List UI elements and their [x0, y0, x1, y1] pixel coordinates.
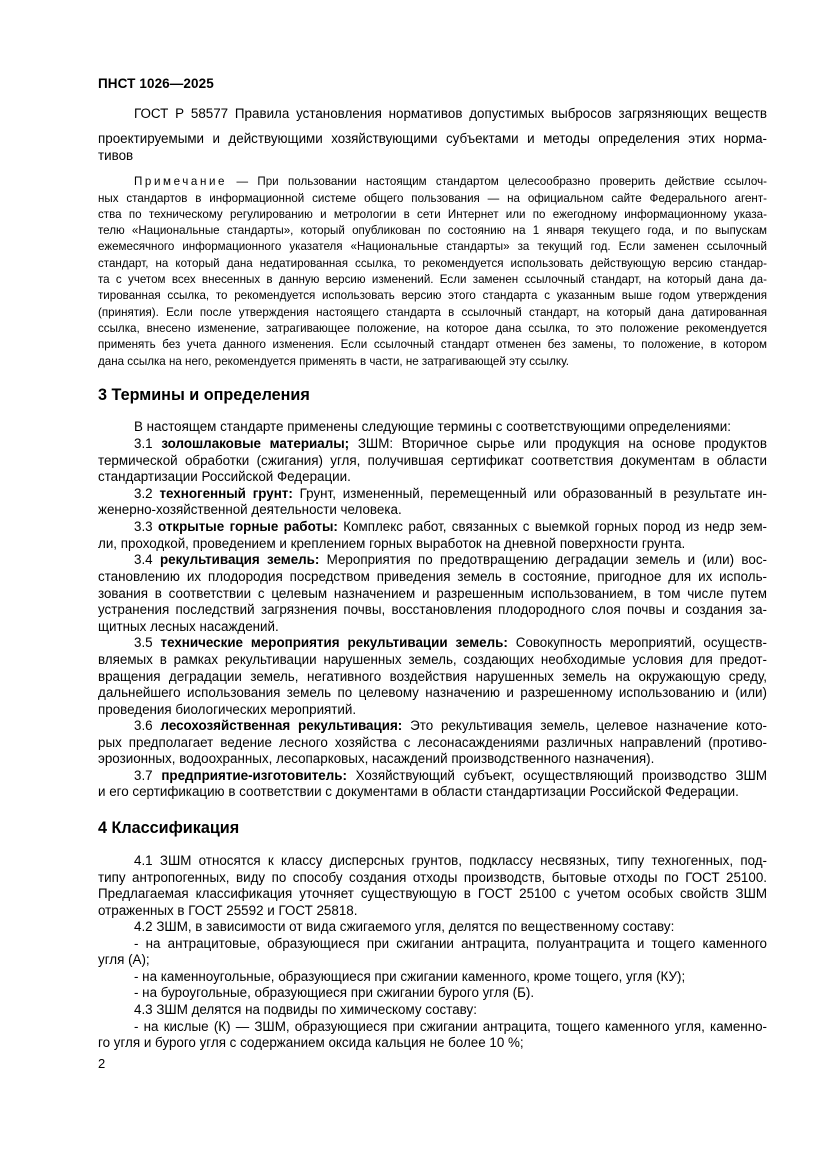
term-line: эрозионных, водоохранных, лесопарковых, насаждений производственного назначения).	[98, 751, 655, 766]
note-line: (принятия). Если после утверждения настоящего стандарта в ссылочный стандарт, на который дана датированная	[98, 306, 767, 319]
term-line: становлению их плодородия посредством приведения земель в состояние, пригодное для их исполь-	[98, 569, 767, 584]
note-line: ежемесячного информационного указателя «Национальные стандарты» за текущий год. Если заменен ссылочный	[98, 240, 767, 253]
paragraph-line: типу антропогенных, виду по способу создания отходы производств, бытовые отходы по ГОСТ 25100.	[98, 870, 767, 885]
note-line: та с учетом всех внесенных в данную версию изменений. Если заменен ссылочный стандарт, на который дана да-	[98, 273, 767, 286]
note-label: Примечание	[134, 175, 228, 188]
term-line: женерно-хозяйственной деятельности человека.	[98, 502, 402, 517]
page-number: 2	[98, 1056, 106, 1071]
term-line: рых предполагает ведение лесного хозяйства с лесонасаждениями различных направлений (противо-	[98, 735, 767, 750]
note-line: тированная ссылка, то рекомендуется использовать версию этого стандарта с указанным выше годом утверждения	[98, 289, 767, 302]
note-line: ства по техническому регулированию и метрологии в сети Интернет или по ежегодному информационному указа-	[98, 208, 767, 221]
list-item: го угля и бурого угля с содержанием оксида кальция не более 10 %;	[98, 1035, 524, 1050]
term-line: 3.6 лесохозяйственная рекультивация: Это рекультивация земель, целевое назначение кото-	[134, 718, 767, 733]
note-line: ссылка, внесено изменение, затрагивающее положение, на которое дана ссылка, то это положение рекомендуется	[98, 322, 767, 335]
note-line: телю «Национальные стандарты», который опубликован по состоянию на 1 января текущего года, и по выпускам	[98, 224, 767, 237]
term-line: ли, проходкой, проведением и креплением горных выработок на дневной поверхности грунта.	[98, 536, 686, 551]
reference-line: проектируемыми и действующими хозяйствующими субъектами и методы определения этих норма-	[98, 131, 767, 146]
paragraph-line: 4.1 ЗШМ относятся к классу дисперсных грунтов, подклассу несвязных, типу техногенных, под-	[134, 853, 767, 868]
term-line: 3.4 рекультивация земель: Мероприятия по предотвращению деградации земель и (или) вос-	[134, 552, 767, 567]
term-line: зования в соответствии с целевым назначением и разрешенным использованием, в том числе путем	[98, 586, 767, 601]
term-line: устранения последствий загрязнения почвы, восстановления плодородного слоя почвы и создания за-	[98, 602, 767, 617]
term-line: 3.7 предприятие-изготовитель: Хозяйствующий субъект, осуществляющий производство ЗШМ	[134, 768, 767, 783]
term-line: вляемых в рамках рекультивации нарушенных земель, создающих необходимые условия для предот-	[98, 652, 767, 667]
list-item: - на каменноугольные, образующиеся при сжигании каменного, кроме тощего, угля (КУ);	[134, 969, 686, 984]
term-line: дальнейшего использования земель по целевому назначению и разрешенному использованию и (или)	[98, 685, 767, 700]
term-name: техногенный грунт:	[159, 486, 293, 501]
term-line: вращения деградации земель, негативного воздействия нарушенных земель на окружающую среду,	[98, 669, 767, 684]
reference-line: ГОСТ Р 58577 Правила установления нормативов допустимых выбросов загрязняющих веществ	[134, 106, 767, 121]
note-line: дана ссылка на него, рекомендуется применять в части, не затрагивающей эту ссылку.	[98, 355, 569, 368]
list-item: - на буроугольные, образующиеся при сжигании бурого угля (Б).	[134, 985, 535, 1000]
note-line: стандарт, на который дана недатированная ссылка, то рекомендуется использовать действующую версию стандар-	[98, 257, 767, 270]
term-name: технические мероприятия рекультивации земель:	[160, 635, 508, 650]
list-item: угля (А);	[98, 952, 150, 967]
paragraph-line: Предлагаемая классификация уточняет существующую в ГОСТ 25100 с учетом особых свойств ЗШМ	[98, 886, 767, 901]
term-line: щитных лесных насаждений.	[98, 619, 279, 634]
term-name: открытые горные работы:	[158, 519, 338, 534]
term-line: и его сертификацию в соответствии с документами в области стандартизации Российской Федерации.	[98, 784, 739, 799]
paragraph-line: 4.2 ЗШМ, в зависимости от вида сжигаемого угля, делятся по вещественному составу:	[134, 919, 675, 934]
reference-line: тивов	[98, 148, 134, 163]
list-item: - на кислые (К) — ЗШМ, образующиеся при сжигании антрацита, тощего каменного угля, каменно-	[134, 1019, 767, 1034]
term-line: 3.1 золошлаковые материалы; ЗШМ: Вторичное сырье или продукция на основе продуктов	[134, 436, 767, 451]
term-line: проведения биологических мероприятий.	[98, 702, 357, 717]
term-name: лесохозяйственная рекультивация:	[160, 718, 403, 733]
note-line: применять без учета данного изменения. Если ссылочный стандарт отменен без замены, то положение, в котором	[98, 338, 767, 351]
document-header: ПНСТ 1026—2025	[98, 76, 214, 91]
list-item: - на антрацитовые, образующиеся при сжигании антрацита, полуантрацита и тощего каменного	[134, 936, 767, 951]
term-line: 3.3 открытые горные работы: Комплекс работ, связанных с выемкой горных пород из недр зем-	[134, 519, 768, 534]
term-name: золошлаковые материалы;	[161, 436, 350, 451]
term-name: предприятие-изготовитель:	[161, 768, 347, 783]
section-heading: 3 Термины и определения	[98, 386, 310, 404]
section-intro: В настоящем стандарте применены следующие термины с соответствующими определениями:	[134, 419, 731, 434]
note-line: Примечание — При пользовании настоящим стандартом целесообразно проверить действие ссылоч-	[134, 175, 767, 188]
term-line: стандартизации Российской Федерации.	[98, 469, 351, 484]
paragraph-line: отраженных в ГОСТ 25592 и ГОСТ 25818.	[98, 903, 358, 918]
term-line: термической обработки (сжигания) угля, получившая сертификат соответствия документам в области	[98, 453, 767, 468]
paragraph-line: 4.3 ЗШМ делятся на подвиды по химическому составу:	[134, 1002, 477, 1017]
term-name: рекультивация земель:	[159, 552, 320, 567]
term-line: 3.5 технические мероприятия рекультивации земель: Совокупность мероприятий, осуществ-	[134, 635, 767, 650]
note-line: ных стандартов в информационной системе общего пользования — на официальном сайте Федерального агент-	[98, 192, 767, 205]
section-heading: 4 Классификация	[98, 819, 240, 837]
term-line: 3.2 техногенный грунт: Грунт, измененный, перемещенный или образованный в результате ин-	[134, 486, 767, 501]
